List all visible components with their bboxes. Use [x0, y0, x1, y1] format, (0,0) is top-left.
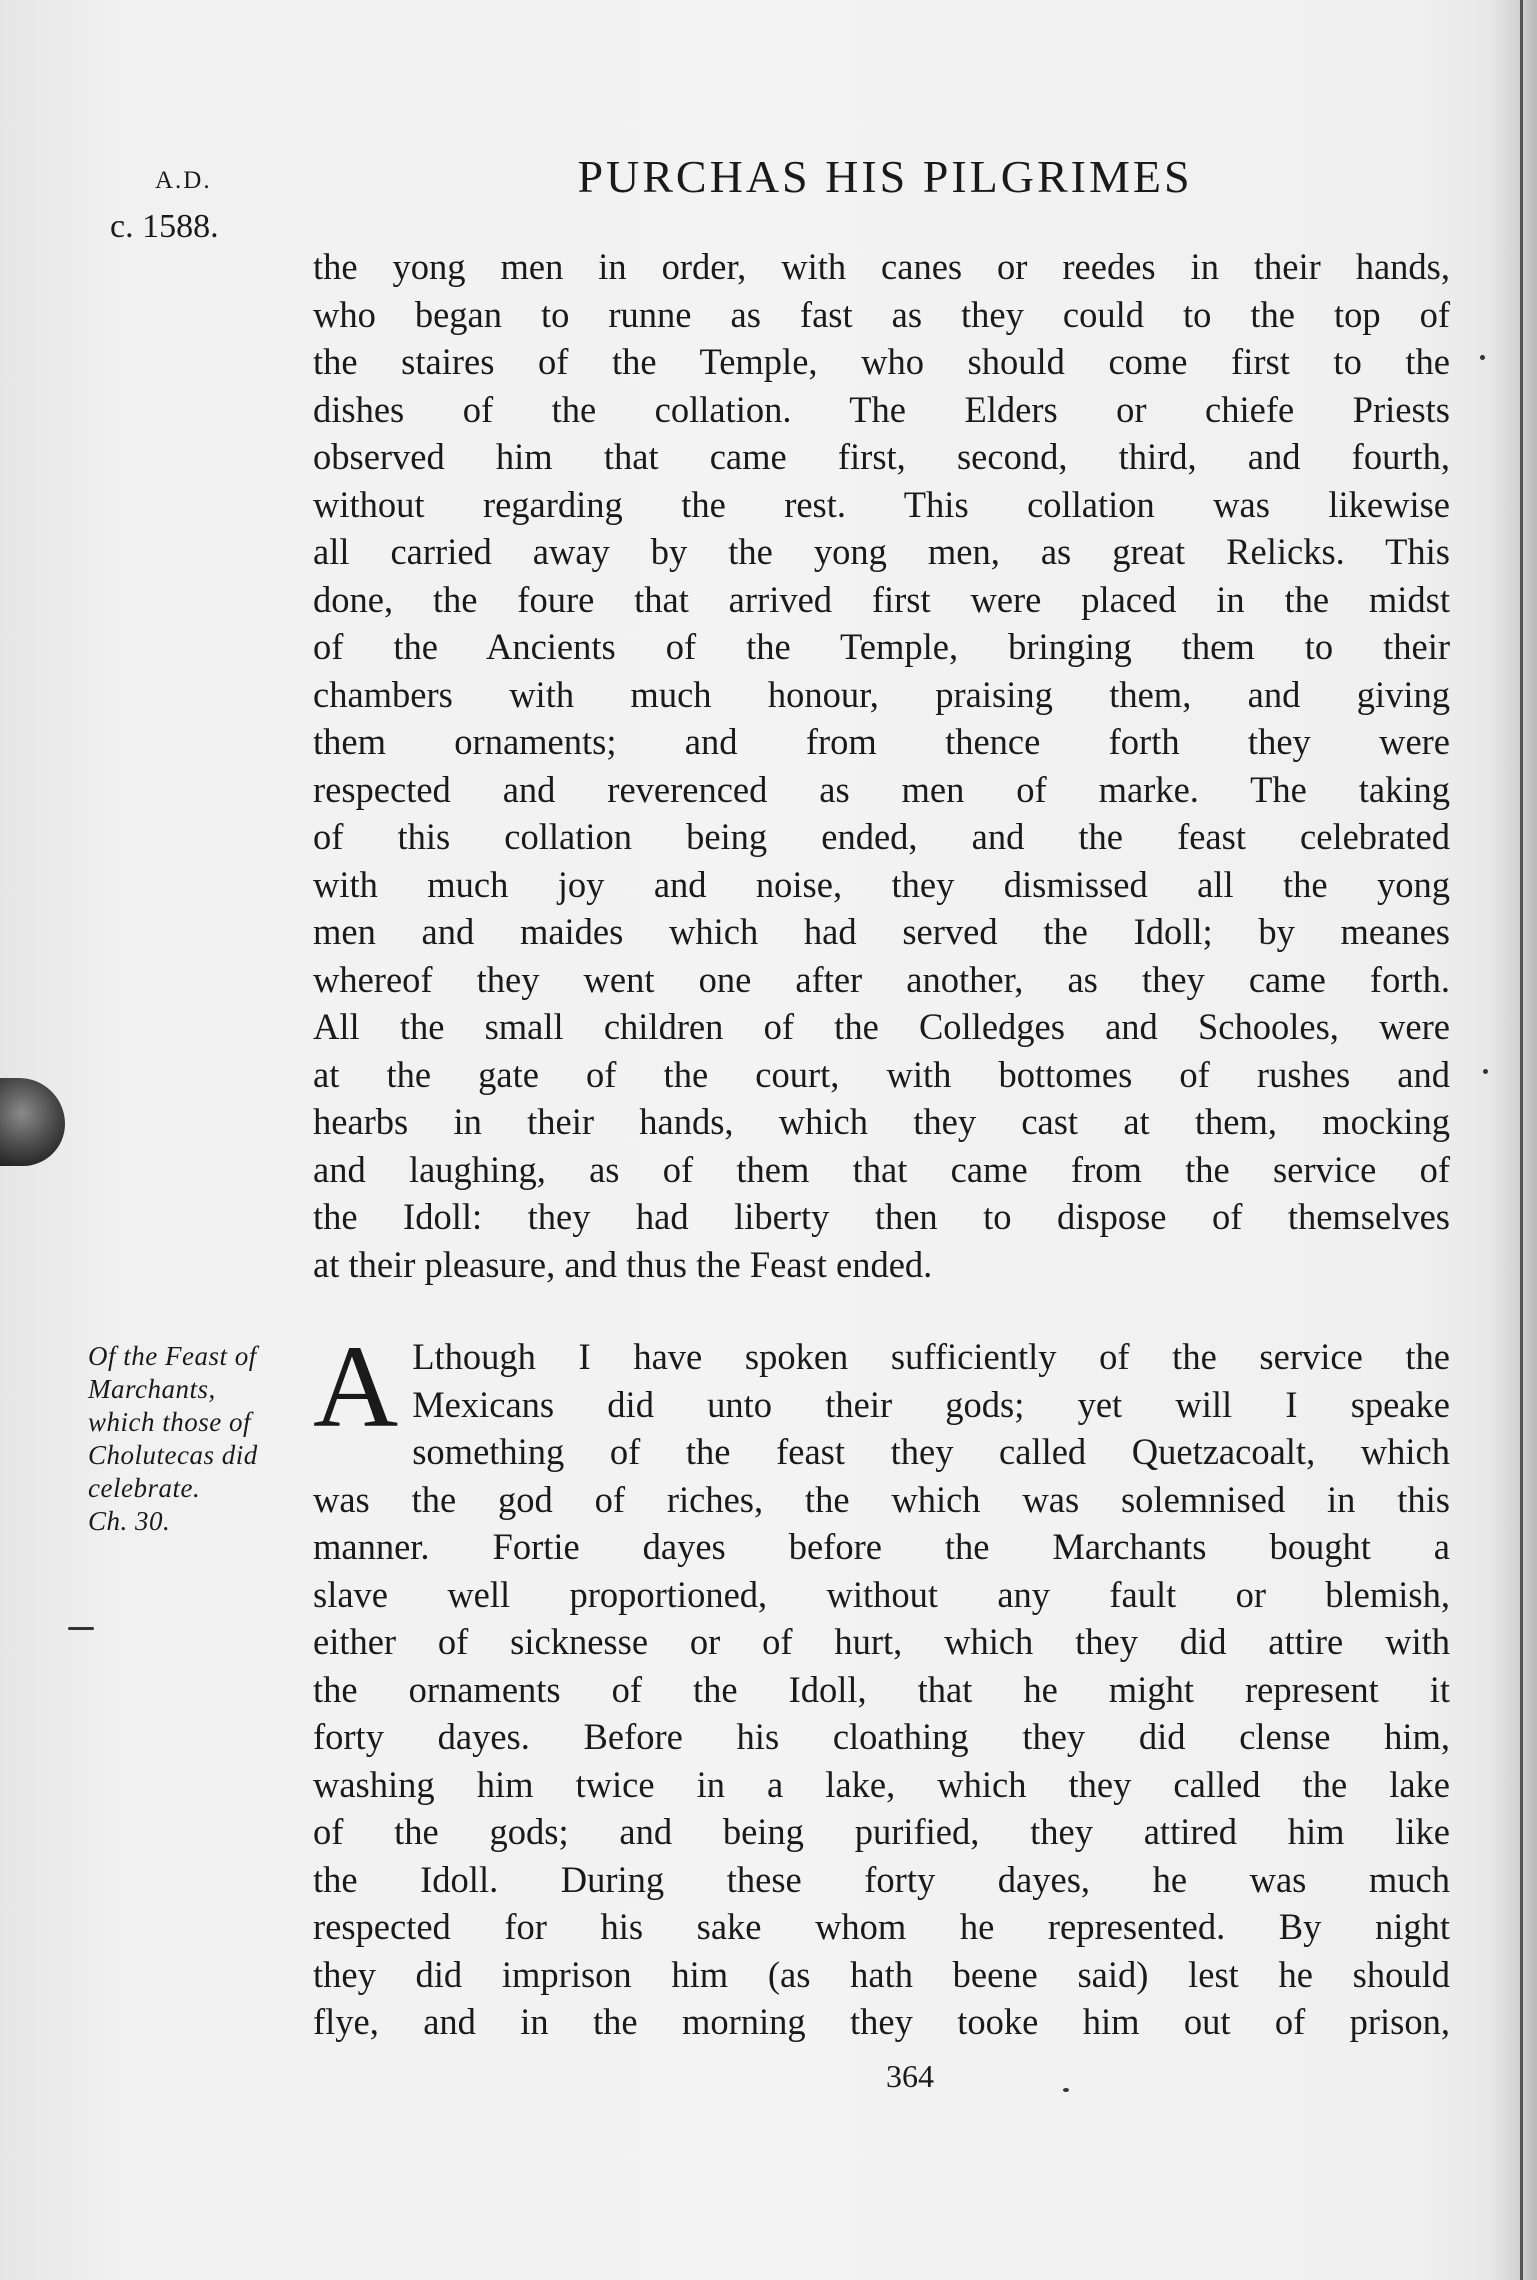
- ink-speck: [1480, 355, 1485, 360]
- side-note-line: celebrate.: [88, 1473, 201, 1503]
- paragraph-2-line: either of sicknesse or of hurt, which they did attire with: [313, 1621, 1450, 1662]
- running-title: PURCHAS HIS PILGRIMES: [577, 151, 1193, 202]
- paragraph-1-line: whereof they went one after another, as they came forth.: [313, 958, 1450, 1000]
- margin-year: c. 1588.: [110, 208, 219, 245]
- paragraph-2-line: the ornaments of the Idoll, that he might represent it: [313, 1668, 1450, 1710]
- paragraph-2-line: respected for his sake whom he represented. By night: [313, 1906, 1450, 1947]
- paragraph-2-line: Lthough I have spoken sufficiently of the service the: [412, 1336, 1450, 1377]
- paragraph-2-line: the Idoll. During these forty dayes, he was much: [313, 1858, 1450, 1900]
- side-note-line: Cholutecas did: [88, 1440, 258, 1470]
- paragraph-2-line: manner. Fortie dayes before the Marchants bought a: [313, 1526, 1450, 1567]
- paragraph-2-line: slave well proportioned, without any fault or blemish,: [313, 1573, 1450, 1615]
- gutter-shadow: [1490, 0, 1537, 2280]
- page-number: 364: [886, 2058, 934, 2094]
- margin-era: A.D.: [155, 167, 212, 194]
- paragraph-1-line: at their pleasure, and thus the Feast ended.: [313, 1243, 933, 1285]
- paragraph-2-line: washing him twice in a lake, which they called the lake: [313, 1763, 1450, 1805]
- margin-date: [110, 158, 270, 250]
- side-note-line: Ch. 30.: [88, 1506, 171, 1536]
- gutter-line: [1520, 0, 1523, 2280]
- paragraph-1-line: of this collation being ended, and the feast celebrated: [313, 816, 1450, 857]
- side-note-line: Of the Feast of: [88, 1341, 257, 1371]
- paragraph-2-line: forty dayes. Before his cloathing they did clense him,: [313, 1716, 1450, 1757]
- paragraph-1-line: of the Ancients of the Temple, bringing them to their: [313, 626, 1450, 667]
- thumb-in-margin: [0, 1078, 65, 1166]
- paragraph-1-line: with much joy and noise, they dismissed all the yong: [313, 863, 1450, 905]
- paragraph-2-line: something of the feast they called Quetzacoalt, which: [412, 1431, 1450, 1472]
- paragraph-1-line: men and maides which had served the Idoll; by meanes: [313, 911, 1450, 952]
- paragraph-1-line: the Idoll: they had liberty then to dispose of themselves: [313, 1196, 1450, 1237]
- paragraph-2: [313, 1321, 1450, 2046]
- paragraph-1-line: them ornaments; and from thence forth they were: [313, 721, 1450, 762]
- paragraph-2-line: of the gods; and being purified, they attired him like: [313, 1811, 1450, 1852]
- paragraph-1-line: chambers with much honour, praising them, and giving: [313, 673, 1450, 715]
- paragraph-1-line: hearbs in their hands, which they cast at them, mocking: [313, 1101, 1450, 1142]
- paragraph-2-line: flye, and in the morning they tooke him out of prison,: [313, 2001, 1450, 2042]
- ink-speck: [1063, 2088, 1069, 2092]
- paragraph-2-line: Mexicans did unto their gods; yet will I speake: [412, 1383, 1450, 1425]
- paragraph-2-line: they did imprison him (as hath beene said) lest he should: [313, 1953, 1450, 1995]
- paragraph-1-line: the yong men in order, with canes or reedes in their hands,: [313, 246, 1450, 287]
- paragraph-1-line: without regarding the rest. This collation was likewise: [313, 483, 1450, 525]
- paragraph-2-line: was the god of riches, the which was solemnised in this: [313, 1478, 1450, 1520]
- paragraph-1-line: and laughing, as of them that came from the service of: [313, 1148, 1450, 1190]
- paragraph-1-line: observed him that came first, second, third, and fourth,: [313, 436, 1450, 477]
- side-note: [88, 1340, 303, 1538]
- drop-cap: A: [313, 1321, 399, 1452]
- paragraph-1: [313, 243, 1450, 1288]
- ink-speck: [68, 1627, 94, 1630]
- paragraph-1-line: who began to runne as fast as they could to the top of: [313, 293, 1450, 335]
- paragraph-1-line: dishes of the collation. The Elders or chiefe Priests: [313, 388, 1450, 430]
- paragraph-1-line: All the small children of the Colledges and Schooles, were: [313, 1006, 1450, 1047]
- paragraph-1-line: at the gate of the court, with bottomes of rushes and: [313, 1053, 1450, 1095]
- paragraph-1-line: all carried away by the yong men, as great Relicks. This: [313, 531, 1450, 572]
- side-note-line: which those of: [88, 1407, 251, 1437]
- ink-speck: [1483, 1069, 1488, 1074]
- paragraph-1-line: the staires of the Temple, who should come first to the: [313, 341, 1450, 382]
- side-note-line: Marchants,: [88, 1374, 216, 1404]
- paragraph-1-line: respected and reverenced as men of marke. The taking: [313, 768, 1450, 810]
- paragraph-1-line: done, the foure that arrived first were placed in the midst: [313, 578, 1450, 620]
